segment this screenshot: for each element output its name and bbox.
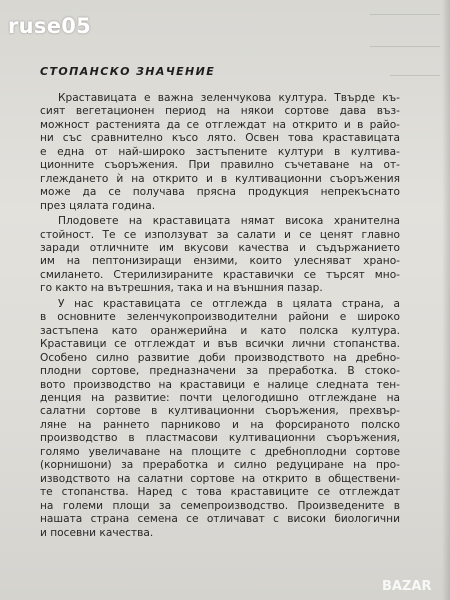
text-line: салатни сортове в култивационни съоръжения, прехвър- — [40, 405, 400, 418]
text-line: може да се получава прясна продукция непрекъснато — [40, 186, 400, 199]
text-line: глеждането ѝ на открито и в култивационни съоръжения — [40, 172, 400, 185]
show-through-line — [390, 75, 440, 76]
section-heading: СТОПАНСКО ЗНАЧЕНИЕ — [40, 65, 216, 78]
text-line: на големи площи за семепроизводство. Произведените в — [40, 499, 400, 512]
body-text — [40, 92, 400, 540]
text-line: застъпена като оранжерийна и като полска култура. — [40, 324, 400, 337]
text-line: голямо увеличаване на площите с дребноплодни сортове — [40, 445, 400, 458]
text-line: Краставицата е важна зеленчукова култура. Твърде къ- — [58, 92, 400, 104]
text-line: можност растенията да се отглеждат на открито и в райо- — [40, 118, 400, 131]
text-line: те стопанства. Наред с това краставиците се отглеждат — [40, 486, 400, 499]
text-line: ционните съоръжения. При правилно съчетаване на от- — [40, 159, 400, 172]
text-line: производство в пластмасови култивационни съоръжения, — [40, 432, 400, 445]
text-line: смилането. Стерилизираните краставички се търсят мно- — [40, 268, 400, 281]
text-line: сият вегетационен период на някои сортове дава въз- — [40, 105, 400, 118]
seller-username-watermark: ruse05 — [8, 14, 92, 38]
text-line: в основните зеленчукопроизводителни райони е широко — [40, 311, 400, 324]
text-line: (корнишони) за преработка и силно редуциране на про- — [40, 459, 400, 472]
text-line: го както на вътрешния, така и на външния пазар. — [40, 282, 323, 295]
text-line: Особено силно развитие доби производството на дребно- — [40, 351, 400, 364]
text-line: ни със сравнително късо лято. Освен това краставицата — [40, 132, 400, 145]
text-line: изводството на салатни сортове на открито в обществени- — [40, 472, 400, 485]
text-line: им на пептонизиращи ензими, които улесняват храно- — [40, 255, 400, 268]
text-line: нашата страна семена се отличават с високи биологични — [40, 513, 400, 526]
text-line: стойност. Те се използуват за салати и се ценят главно — [40, 228, 400, 241]
text-line: е една от най-широко застъпените култури в култива- — [40, 145, 400, 158]
svg-text:BAZAR: BAZAR — [382, 579, 432, 594]
show-through-line — [370, 14, 440, 15]
bazar-logo-watermark — [380, 574, 444, 596]
text-line: ляне на раннето парниково и на форсираното полско — [40, 418, 400, 431]
show-through-line — [370, 46, 440, 47]
text-line: У нас краставицата се отглежда в цялата страна, а — [58, 297, 400, 310]
text-line: заради отличните им вкусови качества и съдържанието — [40, 241, 400, 254]
text-line: през цялата година. — [40, 199, 156, 212]
text-line: Плодовете на краставицата нямат висока хранителна — [58, 215, 400, 228]
text-line: вото производство на краставици е налице следната тен- — [40, 378, 400, 391]
text-line: и посевни качества. — [40, 526, 154, 539]
page-edge-shadow — [442, 0, 450, 600]
text-line: плодни сортове, предназначени за преработка. В стоко- — [40, 365, 400, 378]
text-line: Краставици се отглеждат и във всички лични стопанства. — [40, 338, 400, 351]
text-line: денция на развитие: почти целогодишно отглеждане на — [40, 391, 400, 404]
